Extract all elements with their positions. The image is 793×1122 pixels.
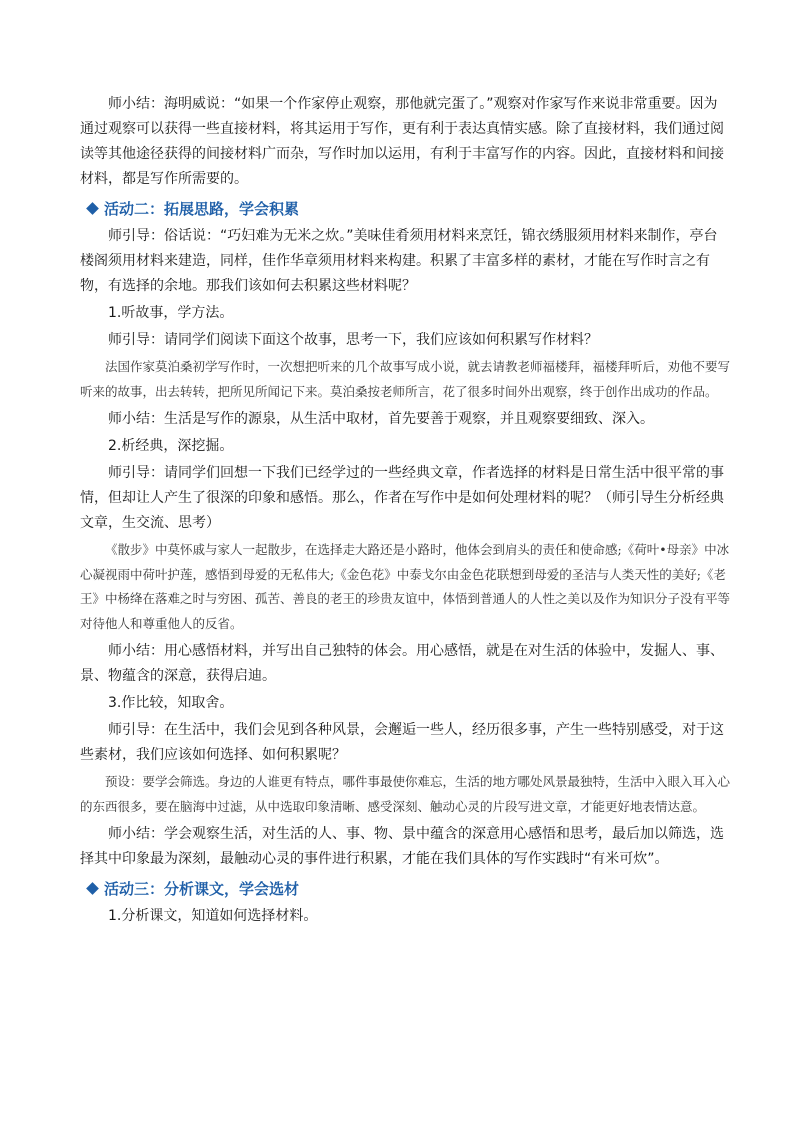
activity-three-title: 活动三：分析课文，学会选材 [104,880,300,898]
paragraph-teacher-summary-2: 师小结：生活是写作的源泉，从生活中取材，首先要善于观察，并且观察要细致、深入。 [108,411,654,427]
diamond-bullet-icon [86,882,99,895]
paragraph-teacher-guide-4: 师引导：在生活中，我们会见到各种风景，会邂逅一些人，经历很多事，产生一些特别感受，对于这些素材，我们应该如何选择、如何积累呢？ [80,722,724,763]
step-analyze-classics: 2.析经典，深挖掘。 [108,438,234,454]
step-analyze-text: 1.分析课文，知道如何选择材料。 [108,908,318,924]
paragraph-teacher-summary-1: 师小结：海明威说：“如果一个作家停止观察，那他就完蛋了。”观察对作家写作来说非常重要。因为通过观察可以获得一些直接材料，将其运用于写作，更有利于表达真情实感。除了直接材料，我们通过阅读等其他途径获得的间接材料广而杂，写作时加以运用，有利于丰富写作的内容。因此，直接材料和间接材料，都是写作所需要的。 [80,96,724,187]
activity-three-heading [88,876,730,902]
paragraph-teacher-summary-4: 师小结：学会观察生活，对生活的人、事、物、景中蕴含的深意用心感悟和思考，最后加以筛选，选择其中印象最为深刻，最触动心灵的事件进行积累，才能在我们具体的写作实践时“有米可炊”。 [80,826,724,867]
step-listen-story: 1.听故事，学方法。 [108,305,234,321]
document-body [80,92,730,931]
quote-preset-answer: 预设：要学会筛选。身边的人谁更有特点，哪件事最使你难忘，生活的地方哪处风景最独特，生活中入眼入耳入心的东西很多，要在脑海中过滤，从中选取印象清晰、感受深刻、触动心灵的片段写进文章，才能更好地表情达意。 [80,774,731,814]
paragraph-teacher-guide-3: 师引导：请同学们回想一下我们已经学过的一些经典文章，作者选择的材料是日常生活中很平常的事情，但却让人产生了很深的印象和感悟。那么，作者在写作中是如何处理材料的呢？（师引导生分析经典文章，生交流、思考） [80,465,724,531]
activity-two-title: 活动二：拓展思路，学会积累 [104,200,300,218]
quote-classic-texts: 《散步》中莫怀戚与家人一起散步，在选择走大路还是小路时，他体会到肩头的责任和使命感;《荷叶•母亲》中冰心凝视雨中荷叶护莲，感悟到母爱的无私伟大;《金色花》中泰戈尔由金色花联想到母爱的圣洁与人类天性的美好;《老王》中杨绛在落难之时与穷困、孤苦、善良的老王的珍贵友谊中，体悟到普通人的人性之美以及作为知识分子没有平等对待他人和尊重他人的反省。 [80,542,731,631]
diamond-bullet-icon [86,202,99,215]
paragraph-teacher-summary-3: 师小结：用心感悟材料，并写出自己独特的体会。用心感悟，就是在对生活的体验中，发掘人、事、景、物蕴含的深意，获得启迪。 [80,643,724,684]
step-compare-choose: 3.作比较，知取舍。 [108,695,234,711]
activity-two-heading [88,196,730,222]
quote-maupassant-story: 法国作家莫泊桑初学写作时，一次想把听来的几个故事写成小说，就去请教老师福楼拜，福楼拜听后，劝他不要写听来的故事，出去转转，把所见所闻记下来。莫泊桑按老师所言，花了很多时间外出观察，终于创作出成功的作品。 [80,359,731,399]
paragraph-teacher-guide-2: 师引导：请同学们阅读下面这个故事，思考一下，我们应该如何积累写作材料？ [108,332,598,348]
paragraph-teacher-guide-1: 师引导：俗话说：“巧妇难为无米之炊。”美味佳肴须用材料来烹饪，锦衣绣服须用材料来制作，亭台楼阁须用材料来建造，同样，佳作华章须用材料来构建。积累了丰富多样的素材，才能在写作时言之有物，有选择的余地。那我们该如何去积累这些材料呢？ [80,228,718,294]
